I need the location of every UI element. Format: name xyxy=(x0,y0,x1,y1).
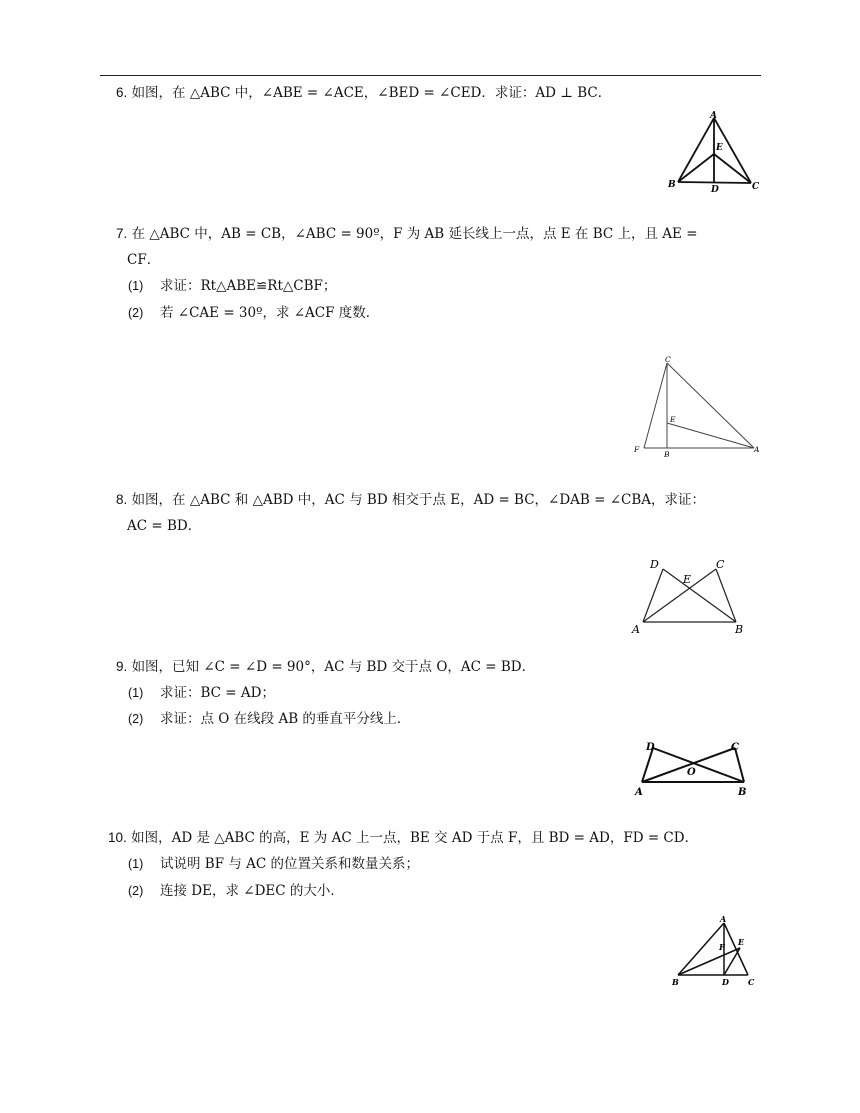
figure-10 xyxy=(668,910,768,990)
label-E: E xyxy=(716,143,723,153)
problem-number: 8. xyxy=(116,492,128,507)
figure-8 xyxy=(628,556,758,636)
label-D: D xyxy=(711,185,719,195)
label-C: C xyxy=(752,182,760,192)
problem-text: 如图，AD 是 △ABC 的高，E 为 AC 上一点，BE 交 AD 于点 F，且 BD = AD，FD = CD． xyxy=(131,830,699,846)
label-B: B xyxy=(738,787,747,798)
problem-number: 9. xyxy=(116,659,128,674)
problem-text: 如图，在 △ABC 中，∠ABE = ∠ACE，∠BED = ∠CED．求证：AD ⊥ BC． xyxy=(131,85,612,101)
label-B: B xyxy=(664,450,670,459)
label-C: C xyxy=(716,558,725,571)
problem-7-continuation: CF． xyxy=(127,252,161,268)
label-D: D xyxy=(646,742,655,753)
header-rule xyxy=(100,75,761,76)
label-B: B xyxy=(735,623,744,636)
label-A: A xyxy=(635,787,643,798)
label-O: O xyxy=(687,767,696,778)
problem-number: 6. xyxy=(116,85,128,100)
label-C: C xyxy=(731,742,739,753)
problem-8-continuation: AC = BD． xyxy=(127,518,202,534)
problem-7 xyxy=(116,225,698,243)
figure-7 xyxy=(632,354,762,458)
problem-number: 7. xyxy=(116,226,128,241)
label-C: C xyxy=(748,977,755,987)
label-B: B xyxy=(672,977,679,987)
problem-text: 如图，在 △ABC 和 △ABD 中，AC 与 BD 相交于点 E，AD = BC，∠DAB = ∠CBA，求证： xyxy=(131,492,706,508)
label-A: A xyxy=(632,623,640,636)
label-A: A xyxy=(710,111,717,121)
label-B: B xyxy=(668,180,676,190)
label-F: F xyxy=(719,942,725,952)
problem-10 xyxy=(108,829,698,847)
label-C: C xyxy=(665,355,671,364)
label-E: E xyxy=(670,415,676,424)
figure-6 xyxy=(660,108,770,196)
figure-9 xyxy=(632,738,757,800)
problem-6 xyxy=(116,84,611,102)
problem-text: 在 △ABC 中，AB = CB，∠ABC = 90º，F 为 AB 延长线上一点，点 E 在 BC 上，且 AE = xyxy=(131,226,698,242)
problem-text: 如图，已知 ∠C = ∠D = 90°，AC 与 BD 交于点 O，AC = BD． xyxy=(131,659,536,675)
label-D: D xyxy=(650,558,659,571)
problem-8 xyxy=(116,491,705,509)
label-A: A xyxy=(720,914,727,924)
label-F: F xyxy=(634,445,640,454)
label-E: E xyxy=(683,573,692,586)
problem-9 xyxy=(116,658,535,676)
label-D: D xyxy=(722,977,729,987)
problem-number: 10. xyxy=(108,830,127,845)
label-A: A xyxy=(754,445,760,454)
label-E: E xyxy=(738,937,745,947)
